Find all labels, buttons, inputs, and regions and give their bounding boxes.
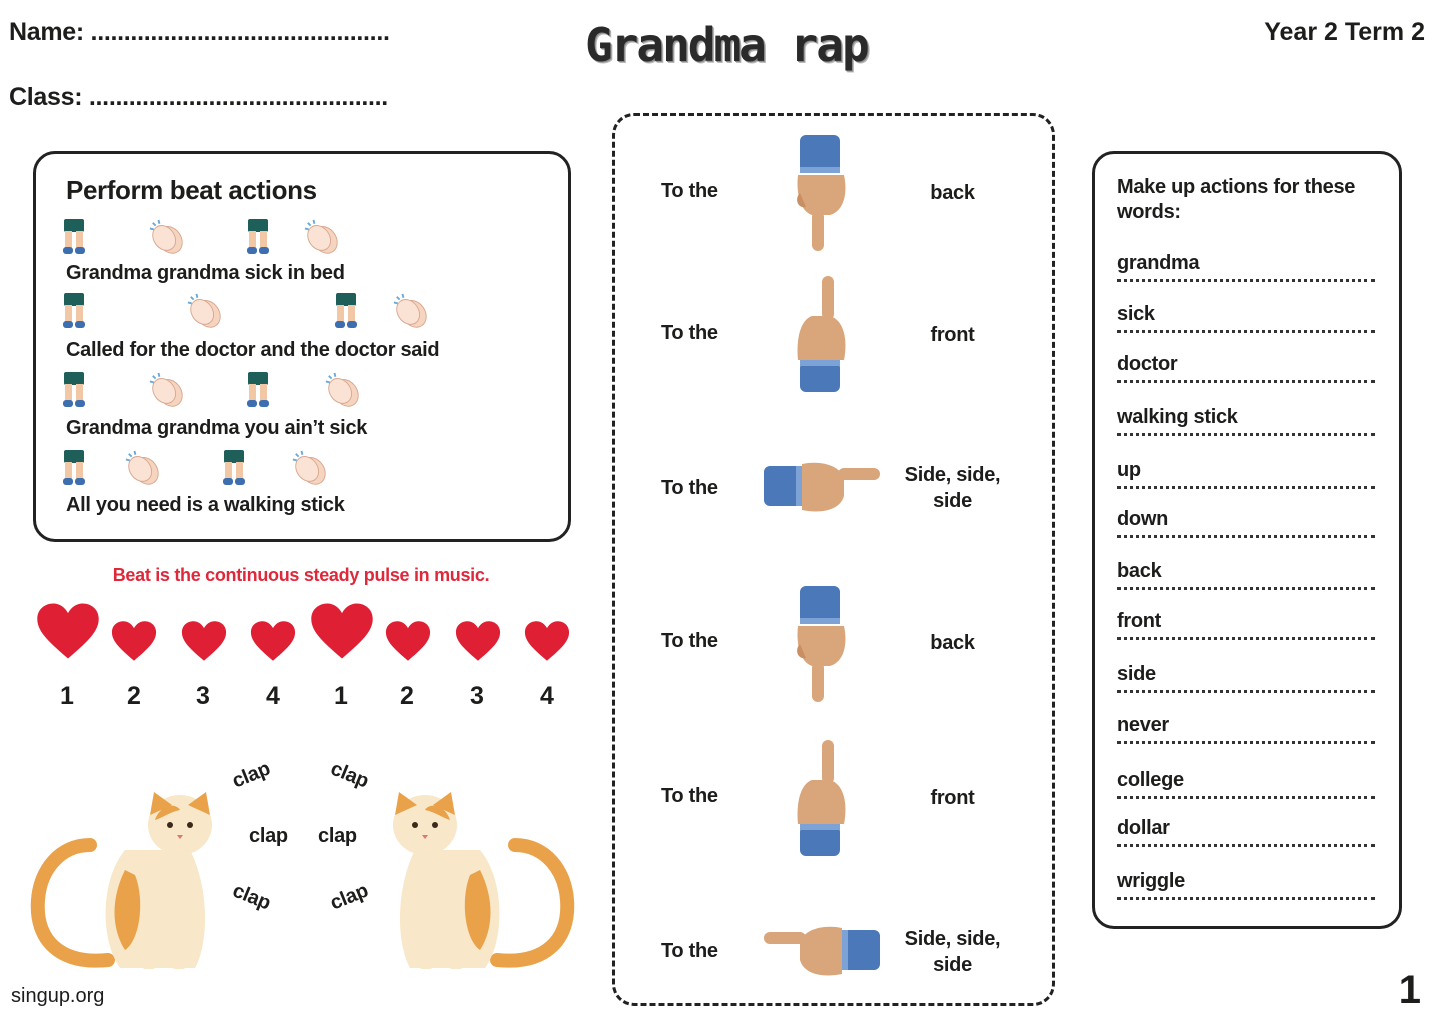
direction-prefix: To the <box>661 180 718 202</box>
clapping-hands-icon <box>291 450 329 486</box>
march-legs-icon <box>246 372 270 408</box>
clapping-hands-icon <box>392 293 430 329</box>
word-writing-line[interactable] <box>1117 252 1375 282</box>
word-writing-line[interactable] <box>1117 508 1375 538</box>
heart-icon <box>36 602 100 660</box>
heart-icon <box>455 620 501 662</box>
beat-actions-title: Perform beat actions <box>66 175 317 205</box>
action-word: back <box>1117 560 1162 582</box>
beat-count: 2 <box>127 682 141 710</box>
direction-word: back <box>930 182 975 204</box>
lyric-line: Grandma grandma sick in bed <box>66 262 345 284</box>
direction-prefix: To the <box>661 785 718 807</box>
march-legs-icon <box>62 219 86 255</box>
cat-illustration-right <box>375 790 575 975</box>
name-field-label: Name: ............................................. <box>9 18 390 46</box>
clapping-hands-icon <box>148 219 186 255</box>
action-word: never <box>1117 714 1169 736</box>
word-writing-line[interactable] <box>1117 353 1375 383</box>
action-word: sick <box>1117 303 1155 325</box>
pointing-up-hand-icon <box>790 738 852 858</box>
word-writing-line[interactable] <box>1117 870 1375 900</box>
clap-word: clap <box>249 825 288 847</box>
clapping-hands-icon <box>148 372 186 408</box>
action-word: side <box>1117 663 1156 685</box>
direction-prefix: To the <box>661 477 718 499</box>
heart-icon <box>111 620 157 662</box>
word-writing-line[interactable] <box>1117 303 1375 333</box>
make-up-actions-title: Make up actions for these words: <box>1117 176 1356 223</box>
action-word: down <box>1117 508 1169 530</box>
action-word: up <box>1117 459 1141 481</box>
lyric-line: All you need is a walking stick <box>66 494 345 516</box>
beat-count: 3 <box>196 682 210 710</box>
march-legs-icon <box>222 450 246 486</box>
pointing-down-hand-icon <box>790 133 852 253</box>
lyric-line: Called for the doctor and the doctor said <box>66 339 440 361</box>
word-writing-line[interactable] <box>1117 459 1375 489</box>
clapping-hands-icon <box>124 450 162 486</box>
march-legs-icon <box>334 293 358 329</box>
direction-word: front <box>930 324 975 346</box>
word-writing-line[interactable] <box>1117 817 1375 847</box>
direction-prefix: To the <box>661 322 718 344</box>
direction-word: front <box>930 787 975 809</box>
class-field-label: Class: ............................................. <box>9 83 388 111</box>
direction-prefix: To the <box>661 630 718 652</box>
direction-prefix: To the <box>661 940 718 962</box>
pointing-left-hand-icon <box>762 920 882 982</box>
heart-icon <box>181 620 227 662</box>
pointing-right-hand-icon <box>762 456 882 518</box>
beat-count: 1 <box>60 682 74 710</box>
heart-icon <box>524 620 570 662</box>
word-writing-line[interactable] <box>1117 610 1375 640</box>
beat-count: 2 <box>400 682 414 710</box>
beat-definition: Beat is the continuous steady pulse in music. <box>112 565 490 585</box>
direction-word: Side, side, side <box>904 928 1001 976</box>
action-word: doctor <box>1117 353 1178 375</box>
word-writing-line[interactable] <box>1117 406 1375 436</box>
action-word: college <box>1117 769 1184 791</box>
word-writing-line[interactable] <box>1117 663 1375 693</box>
site-url: singup.org <box>11 985 105 1007</box>
term-label: Year 2 Term 2 <box>1264 18 1425 46</box>
clap-word: clap <box>229 757 274 793</box>
clap-word: clap <box>229 879 274 915</box>
word-writing-line[interactable] <box>1117 560 1375 590</box>
pointing-up-hand-icon <box>790 274 852 394</box>
page-number: 1 <box>1398 968 1421 1012</box>
direction-word: back <box>930 632 975 654</box>
beat-count: 4 <box>266 682 280 710</box>
word-writing-line[interactable] <box>1117 714 1375 744</box>
cat-illustration-left <box>30 790 230 975</box>
action-word: walking stick <box>1117 406 1238 428</box>
heart-icon <box>310 602 374 660</box>
beat-count: 1 <box>334 682 348 710</box>
action-word: dollar <box>1117 817 1170 839</box>
march-legs-icon <box>62 450 86 486</box>
march-legs-icon <box>62 372 86 408</box>
action-word: wriggle <box>1117 870 1185 892</box>
lyric-line: Grandma grandma you ain’t sick <box>66 417 368 439</box>
clap-word: clap <box>327 757 372 793</box>
direction-word: Side, side, side <box>904 464 1001 512</box>
word-writing-line[interactable] <box>1117 769 1375 799</box>
action-word: grandma <box>1117 252 1200 274</box>
action-word: front <box>1117 610 1162 632</box>
clapping-hands-icon <box>186 293 224 329</box>
heart-icon <box>385 620 431 662</box>
clapping-hands-icon <box>303 219 341 255</box>
clap-word: clap <box>327 879 372 915</box>
beat-count: 4 <box>540 682 554 710</box>
march-legs-icon <box>246 219 270 255</box>
clap-word: clap <box>318 825 357 847</box>
march-legs-icon <box>62 293 86 329</box>
beat-count: 3 <box>470 682 484 710</box>
clapping-hands-icon <box>324 372 362 408</box>
page-title: Grandma rap <box>585 18 868 72</box>
heart-icon <box>250 620 296 662</box>
pointing-down-hand-icon <box>790 584 852 704</box>
